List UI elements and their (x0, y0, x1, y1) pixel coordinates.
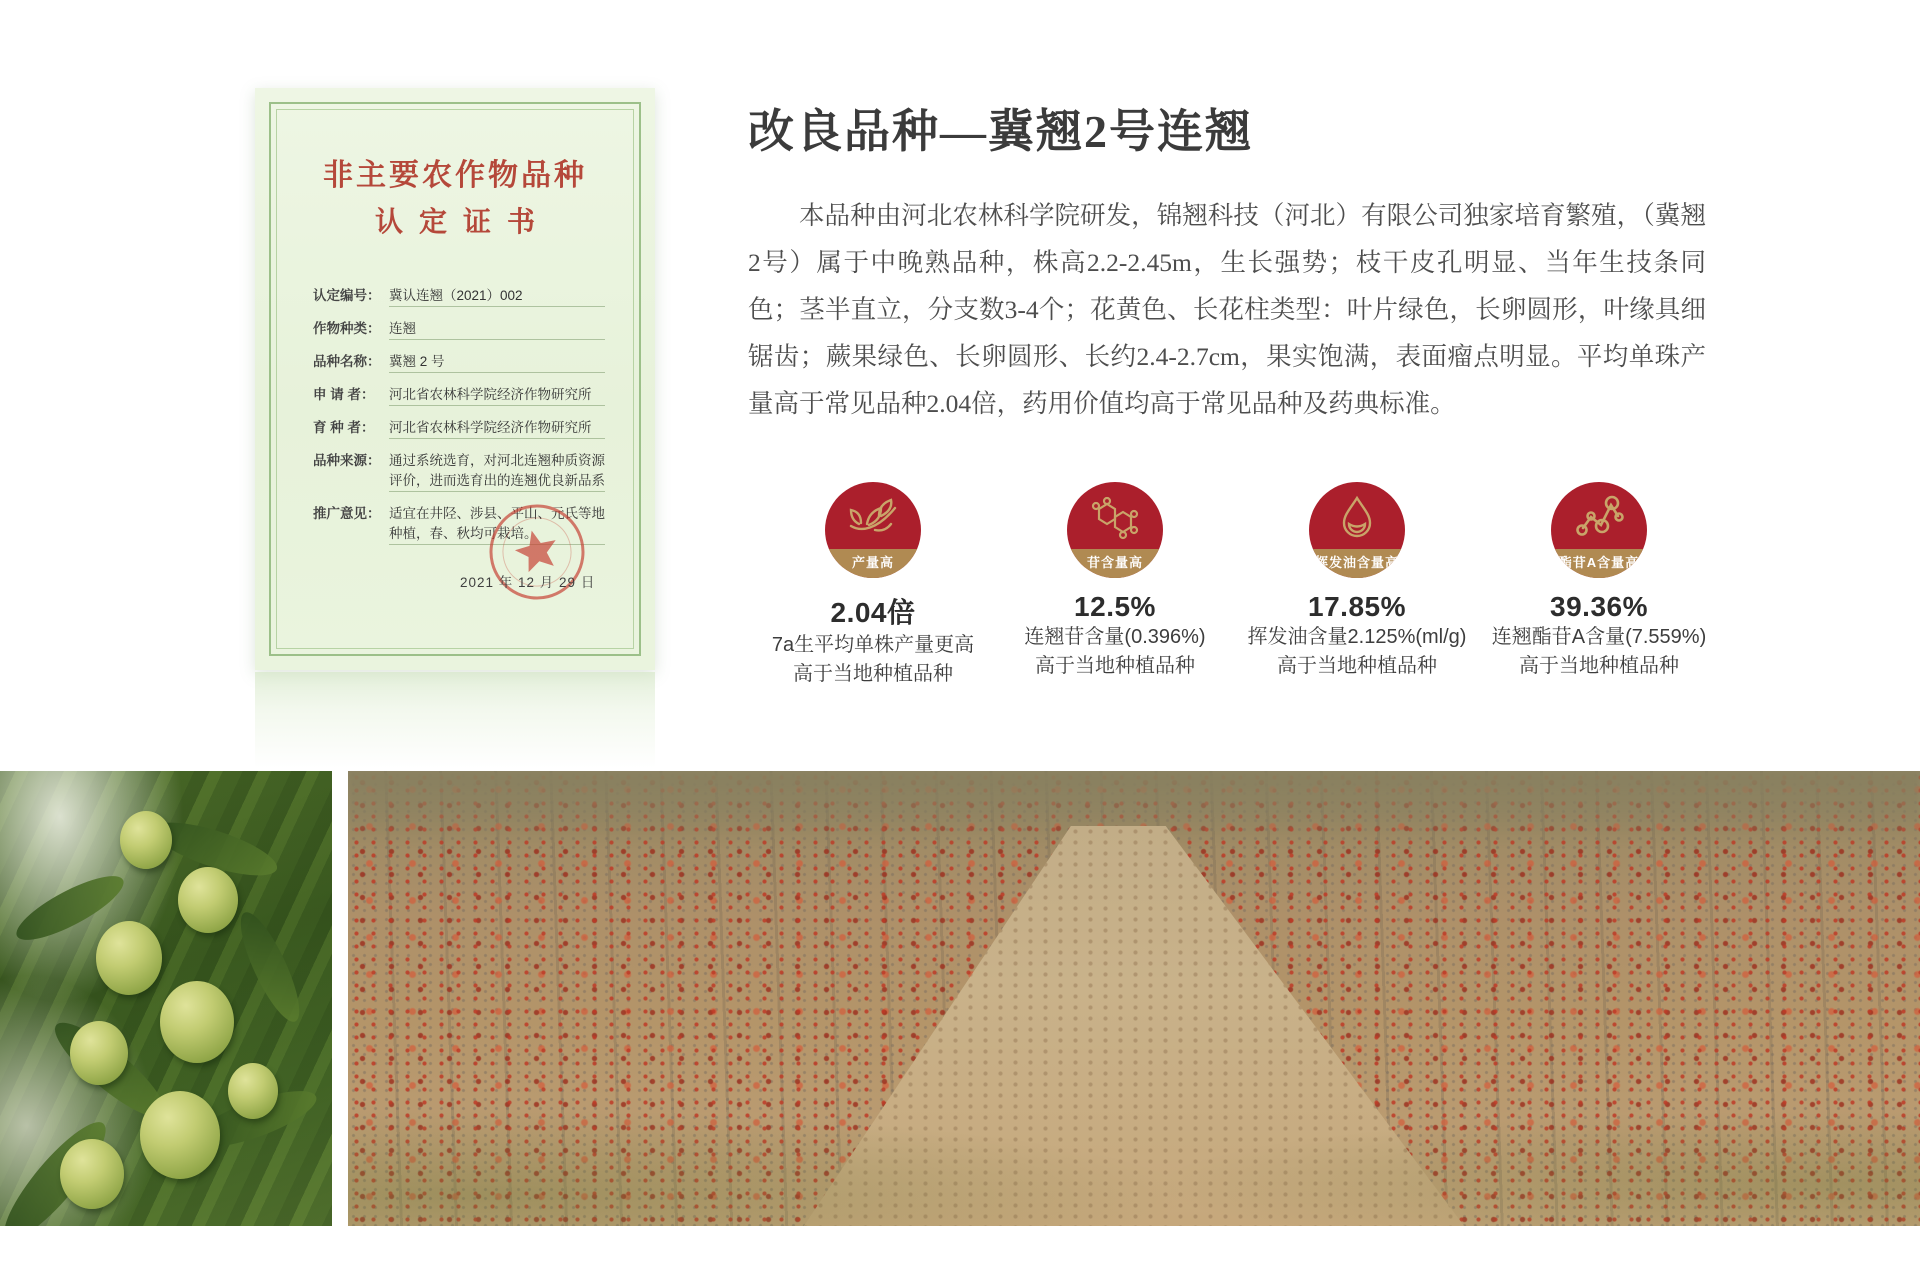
badge-description: 高于当地种植品种 (1035, 655, 1195, 677)
badge-band-label: 酯苷A含量高 (1551, 549, 1647, 578)
oil-drop-icon (1329, 490, 1385, 548)
leaf-shape (230, 906, 310, 1028)
molecule-icon (1087, 490, 1143, 548)
badge-circle (825, 482, 921, 578)
certificate-reflection (255, 672, 655, 768)
badge-circle (1309, 482, 1405, 578)
certificate-field-row (313, 418, 605, 439)
field-value: 冀认连翘（2021）002 (389, 286, 605, 307)
badge-band-label: 产量高 (825, 549, 921, 578)
variety-description: 本品种由河北农林科学院研发，锦翘科技（河北）有限公司独家培育繁殖，（冀翘2号）属于中晚熟品种，株高2.2-2.45m，生长强势；枝干皮孔明显、当年生技条同色；茎半直立，分支数3-4个；花黄色、长花柱类型：叶片绿色，长卵圆形，叶缘具细锯齿；蕨果绿色、长卵圆形、长约2.4-2.7cm，果实饱满，表面瘤点明显。平均单珠产量高于常见品种2.04倍，药用价值均高于常见品种及药典标准。 (748, 201, 1706, 418)
badge-value: 12.5% (1074, 591, 1156, 622)
certificate-field-row (313, 286, 605, 307)
certificate-field-row (313, 319, 605, 340)
badge-band-label: 苷含量高 (1067, 549, 1163, 578)
field-label: 品种名称： (313, 354, 381, 369)
badge-description: 连翘苷含量(0.396%) (1024, 626, 1206, 648)
jujube-branch-photo (0, 771, 332, 1226)
jujube-fruit (178, 867, 238, 933)
jujube-fruit (60, 1139, 124, 1209)
field-label: 品种来源： (313, 453, 381, 468)
badge-band-label: 挥发油含量高 (1309, 549, 1405, 578)
field-value: 河北省农林科学院经济作物研究所 (389, 418, 605, 439)
forsythia-orchard-photo (348, 771, 1920, 1226)
jujube-fruit (228, 1063, 278, 1119)
badge-glycoside (994, 482, 1236, 689)
field-value: 冀翘 2 号 (389, 352, 605, 373)
molecule-chain-icon (1571, 490, 1627, 548)
jujube-fruit (70, 1021, 128, 1085)
jujube-fruit (140, 1091, 220, 1179)
field-label: 认定编号： (313, 288, 381, 303)
badge-description: 挥发油含量2.125%(ml/g) (1247, 626, 1467, 648)
badge-value: 39.36% (1550, 591, 1648, 622)
jujube-fruit (160, 981, 234, 1063)
certificate (255, 88, 655, 670)
jujube-fruit (120, 811, 172, 869)
orchard-green-tint (348, 1021, 1920, 1226)
badge-description: 7a生平均单株产量更高 (771, 634, 975, 656)
field-value: 河北省农林科学院经济作物研究所 (389, 385, 605, 406)
field-value: 适宜在井陉、涉县、平山、元氏等地种植，春、秋均可栽培。 (389, 504, 605, 545)
field-value: 通过系统选育，对河北连翘种质资源评价，进而选育出的连翘优良新品系 (389, 451, 605, 492)
badge-volatile-oil (1236, 482, 1478, 689)
certificate-title-line2: 认定证书 (374, 207, 551, 238)
certificate-field-row (313, 451, 605, 492)
flower-sprig-icon (845, 490, 901, 548)
certificate-date: 2021 年 12 月 29 日 (460, 575, 596, 590)
jujube-fruit (96, 921, 162, 995)
certificate-field-row (313, 385, 605, 406)
badge-description: 高于当地种植品种 (793, 663, 953, 685)
field-label: 育 种 者： (313, 420, 375, 435)
field-label: 作物种类： (313, 321, 381, 336)
badge-value: 17.85% (1308, 591, 1406, 622)
badge-value: 2.04倍 (830, 597, 916, 628)
badge-description: 高于当地种植品种 (1277, 655, 1437, 677)
certificate-title-line1: 非主要农作物品种 (323, 159, 587, 192)
badge-circle (1067, 482, 1163, 578)
badge-ester-glycoside-a (1478, 482, 1720, 689)
certificate-field-row (313, 352, 605, 373)
field-label: 推广意见： (313, 506, 381, 521)
benefit-badges (752, 482, 1720, 689)
badge-description: 连翘酯苷A含量(7.559%) (1491, 626, 1707, 648)
badge-description: 高于当地种植品种 (1519, 655, 1679, 677)
badge-circle (1551, 482, 1647, 578)
field-label: 申 请 者： (313, 387, 375, 402)
badge-yield (752, 482, 994, 689)
field-value: 连翘 (389, 319, 605, 340)
page-title: 改良品种—冀翘2号连翘 (748, 106, 1253, 157)
